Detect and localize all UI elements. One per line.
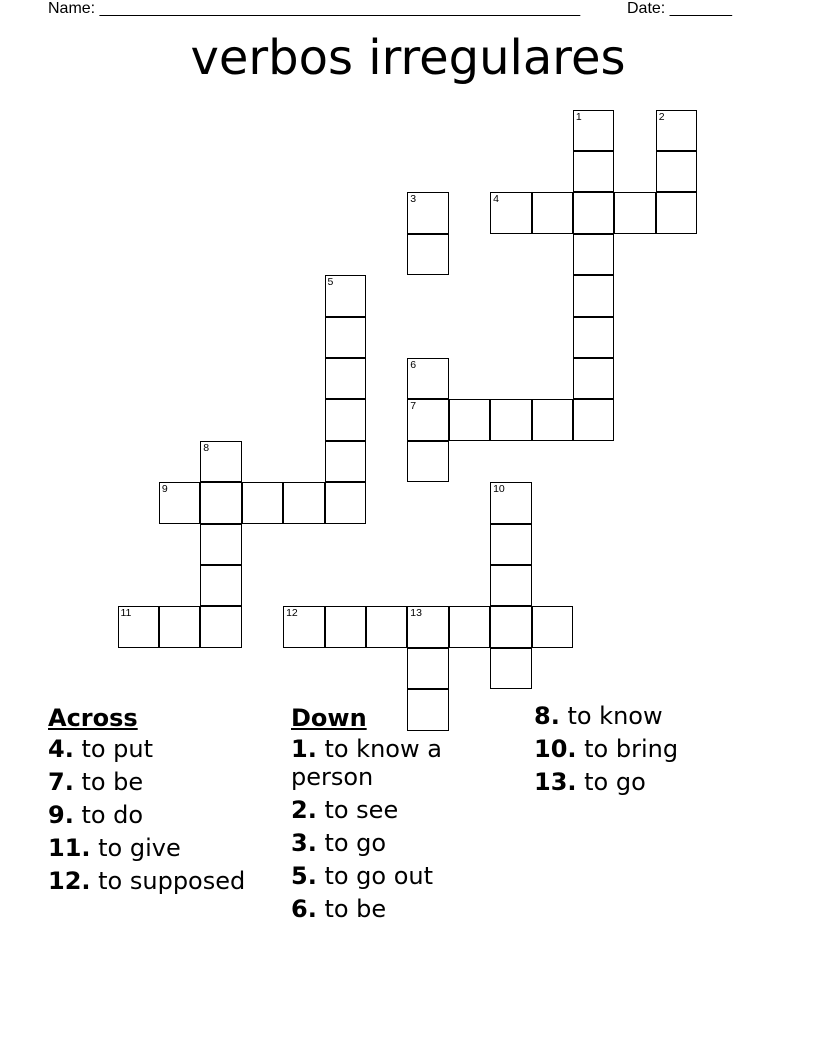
clue-number: 9 <box>161 483 168 496</box>
clue-number: 2 <box>658 110 665 123</box>
clue-text: to give <box>90 834 181 862</box>
clue-text: to be <box>316 895 387 923</box>
clue-number: 6 <box>410 358 417 371</box>
grid-cell[interactable] <box>407 234 449 276</box>
grid-cell[interactable] <box>407 606 449 648</box>
clue-number-label: 8. <box>534 702 560 730</box>
grid-cell[interactable] <box>283 606 325 648</box>
clue-text: to go out <box>316 862 434 890</box>
clue-text: to be <box>73 768 144 796</box>
clue-number: 5 <box>327 276 334 289</box>
puzzle-title: verbos irregulares <box>190 30 626 86</box>
grid-cell[interactable] <box>656 192 698 234</box>
clue-number-label: 6. <box>291 895 317 923</box>
grid-cell[interactable] <box>573 110 615 152</box>
grid-cell[interactable] <box>490 524 532 566</box>
grid-cell[interactable] <box>407 192 449 234</box>
clue-number-label: 12. <box>48 867 91 895</box>
grid-cell[interactable] <box>490 399 532 441</box>
clue-text: to supposed <box>90 867 246 895</box>
clue-number-label: 10. <box>534 735 577 763</box>
grid-cell[interactable] <box>325 441 367 483</box>
clue-text: to go <box>316 829 387 857</box>
grid-cell[interactable] <box>407 648 449 690</box>
grid-cell[interactable] <box>573 399 615 441</box>
clue-item <box>291 735 521 791</box>
clue-item <box>291 862 521 890</box>
name-field-label: Name: ______________________________________________________ <box>48 0 581 17</box>
grid-cell[interactable] <box>532 399 574 441</box>
clue-number-label: 1. <box>291 735 317 763</box>
clue-number: 11 <box>120 607 132 620</box>
grid-cell[interactable] <box>573 192 615 234</box>
clue-item <box>48 834 288 862</box>
down-clues-continued <box>534 702 774 801</box>
grid-cell[interactable] <box>614 192 656 234</box>
clue-number: 12 <box>286 607 298 620</box>
down-heading: Down <box>291 704 367 732</box>
clue-number-label: 11. <box>48 834 91 862</box>
grid-cell[interactable] <box>159 482 201 524</box>
clue-text: to do <box>73 801 144 829</box>
grid-cell[interactable] <box>200 565 242 607</box>
clue-item <box>291 895 521 923</box>
clue-number: 1 <box>575 110 582 123</box>
down-clues <box>291 702 521 928</box>
grid-cell[interactable] <box>490 606 532 648</box>
across-heading: Across <box>48 704 138 732</box>
grid-cell[interactable] <box>449 399 491 441</box>
clue-text: to bring <box>576 735 679 763</box>
grid-cell[interactable] <box>325 482 367 524</box>
grid-cell[interactable] <box>118 606 160 648</box>
clue-item <box>534 735 774 763</box>
clue-text: to see <box>316 796 399 824</box>
grid-cell[interactable] <box>656 151 698 193</box>
grid-cell[interactable] <box>200 606 242 648</box>
grid-cell[interactable] <box>283 482 325 524</box>
down-clue-list-continued <box>534 702 774 796</box>
grid-cell[interactable] <box>490 482 532 524</box>
grid-cell[interactable] <box>490 648 532 690</box>
clue-item <box>48 768 288 796</box>
grid-cell[interactable] <box>407 399 449 441</box>
clue-number: 4 <box>493 193 499 206</box>
grid-cell[interactable] <box>200 482 242 524</box>
clue-text: to go <box>576 768 646 796</box>
grid-cell[interactable] <box>573 234 615 276</box>
clue-item <box>534 702 774 730</box>
clue-number: 13 <box>410 607 422 620</box>
grid-cell[interactable] <box>656 110 698 152</box>
clue-number: 3 <box>410 193 417 206</box>
grid-cell[interactable] <box>573 151 615 193</box>
grid-cell[interactable] <box>490 565 532 607</box>
grid-cell[interactable] <box>573 317 615 359</box>
grid-cell[interactable] <box>407 441 449 483</box>
clue-text: to know <box>559 702 663 730</box>
grid-cell[interactable] <box>573 358 615 400</box>
grid-cell[interactable] <box>490 192 532 234</box>
grid-cell[interactable] <box>366 606 408 648</box>
grid-cell[interactable] <box>325 275 367 317</box>
clue-number-label: 3. <box>291 829 317 857</box>
grid-cell[interactable] <box>407 358 449 400</box>
grid-cell[interactable] <box>200 441 242 483</box>
grid-cell[interactable] <box>242 482 284 524</box>
clue-number-label: 9. <box>48 801 74 829</box>
clue-text: to know a person <box>291 735 442 791</box>
clue-text: to put <box>73 735 154 763</box>
clue-item <box>48 867 288 895</box>
clue-number-label: 2. <box>291 796 317 824</box>
grid-cell[interactable] <box>325 399 367 441</box>
grid-cell[interactable] <box>532 606 574 648</box>
grid-cell[interactable] <box>159 606 201 648</box>
clue-number-label: 13. <box>534 768 577 796</box>
clue-number-label: 5. <box>291 862 317 890</box>
across-clue-list <box>48 735 288 895</box>
down-clue-list <box>291 735 521 923</box>
grid-cell[interactable] <box>573 275 615 317</box>
clue-number-label: 7. <box>48 768 74 796</box>
grid-cell[interactable] <box>532 192 574 234</box>
clue-item <box>291 829 521 857</box>
grid-cell[interactable] <box>325 317 367 359</box>
clue-number: 8 <box>203 441 210 454</box>
clue-item <box>48 801 288 829</box>
grid-cell[interactable] <box>200 524 242 566</box>
clue-number: 7 <box>410 400 417 413</box>
clue-number-label: 4. <box>48 735 74 763</box>
clue-number: 10 <box>493 483 505 496</box>
date-field-label: Date: _______ <box>627 0 732 17</box>
across-clues <box>48 702 288 900</box>
grid-cell[interactable] <box>325 606 367 648</box>
grid-cell[interactable] <box>325 358 367 400</box>
clue-item <box>534 768 774 796</box>
grid-cell[interactable] <box>449 606 491 648</box>
clue-item <box>291 796 521 824</box>
clue-item <box>48 735 288 763</box>
